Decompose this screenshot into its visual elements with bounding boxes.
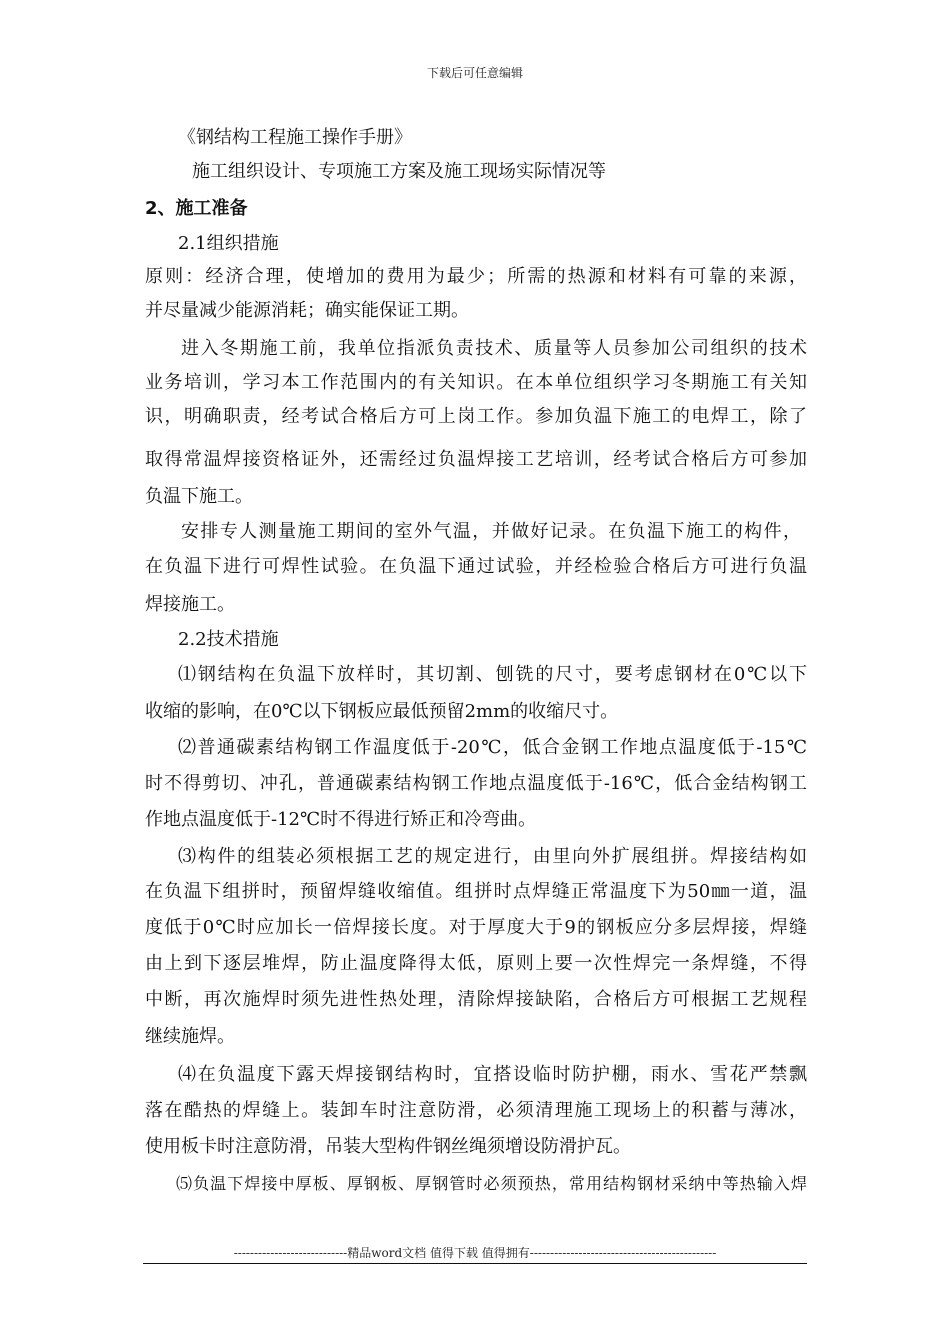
paragraph-line: 取得常温焊接资格证外，还需经过负温焊接工艺培训，经考试合格后方可参加 xyxy=(145,449,807,470)
paragraph-line: 在负温下组拼时，预留焊缝收缩值。组拼时点焊缝正常温度下为50㎜一道，温 xyxy=(145,881,807,902)
paragraph-line: 收缩的影响，在0℃以下钢板应最低预留2mm的收缩尺寸。 xyxy=(145,701,619,722)
paragraph-line: 继续施焊。 xyxy=(145,1026,235,1047)
paragraph-line: 识，明确职责，经考试合格后方可上岗工作。参加负温下施工的电焊工，除了 xyxy=(145,406,807,427)
subsection-heading: 2.1组织措施 xyxy=(178,233,279,254)
paragraph-line: 业务培训，学习本工作范围内的有关知识。在本单位组织学习冬期施工有关知 xyxy=(145,372,807,393)
section-heading: 2、施工准备 xyxy=(145,198,248,219)
subsection-heading: 2.2技术措施 xyxy=(178,629,279,650)
paragraph-line: ⑸负温下焊接中厚板、厚钢板、厚钢管时必须预热，常用结构钢材采纳中等热输入焊 xyxy=(176,1174,807,1193)
reference-manual: 《钢结构工程施工操作手册》 xyxy=(178,127,412,148)
page-footer: ----------------------------精品word文档 值得下载 值得拥有---------------------------------------------- xyxy=(233,1246,717,1260)
paragraph-line: 落在酷热的焊缝上。装卸车时注意防滑，必须清理施工现场上的积蓄与薄冰， xyxy=(145,1100,807,1121)
paragraph-line: 原则：经济合理，使增加的费用为最少；所需的热源和材料有可靠的来源， xyxy=(145,266,807,287)
paragraph-line: 进入冬期施工前，我单位指派负责技术、质量等人员参加公司组织的技术 xyxy=(181,338,807,359)
paragraph-line: ⑴钢结构在负温下放样时，其切割、刨铣的尺寸，要考虑钢材在0℃以下 xyxy=(178,664,807,685)
reference-design: 施工组织设计、专项施工方案及施工现场实际情况等 xyxy=(192,161,606,182)
paragraph-line: 时不得剪切、冲孔，普通碳素结构钢工作地点温度低于-16℃，低合金结构钢工 xyxy=(145,773,807,794)
page-header: 下载后可任意编辑 xyxy=(426,66,523,80)
paragraph-line: 在负温下进行可焊性试验。在负温下通过试验，并经检验合格后方可进行负温 xyxy=(145,556,807,577)
footer-divider xyxy=(143,1263,807,1264)
paragraph-line: ⑷在负温度下露天焊接钢结构时，宜搭设临时防护棚，雨水、雪花严禁飘 xyxy=(178,1064,807,1085)
paragraph-line: 使用板卡时注意防滑，吊装大型构件钢丝绳须增设防滑护瓦。 xyxy=(145,1136,631,1157)
paragraph-line: 焊接施工。 xyxy=(145,594,235,615)
paragraph-line: ⑶构件的组装必须根据工艺的规定进行，由里向外扩展组拼。焊接结构如 xyxy=(178,846,807,867)
paragraph-line: 并尽量减少能源消耗；确实能保证工期。 xyxy=(145,300,469,321)
paragraph-line: 作地点温度低于-12℃时不得进行矫正和冷弯曲。 xyxy=(145,809,537,830)
paragraph-line: 负温下施工。 xyxy=(145,486,253,507)
paragraph-line: ⑵普通碳素结构钢工作温度低于-20℃，低合金钢工作地点温度低于-15℃ xyxy=(178,737,807,758)
paragraph-line: 度低于0℃时应加长一倍焊接长度。对于厚度大于9的钢板应分多层焊接，焊缝 xyxy=(145,917,807,938)
paragraph-line: 安排专人测量施工期间的室外气温，并做好记录。在负温下施工的构件， xyxy=(181,521,801,542)
paragraph-line: 由上到下逐层堆焊，防止温度降得太低，原则上要一次性焊完一条焊缝，不得 xyxy=(145,953,807,974)
paragraph-line: 中断，再次施焊时须先进性热处理，清除焊接缺陷，合格后方可根据工艺规程 xyxy=(145,989,807,1010)
